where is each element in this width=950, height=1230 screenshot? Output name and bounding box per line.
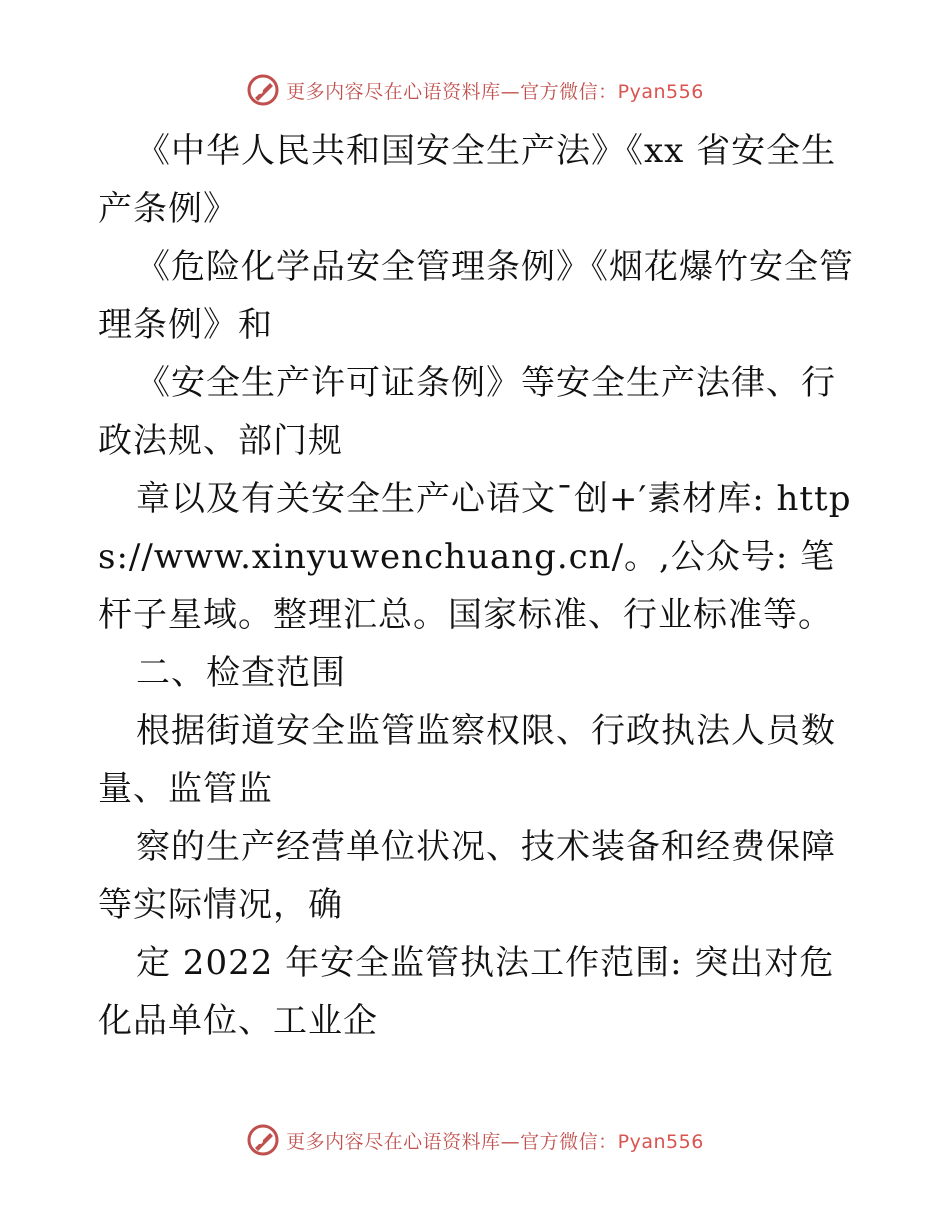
header-wechat-id: Pyan556	[617, 80, 704, 103]
header-banner-text: 更多内容尽在心语资料库—官方微信：	[286, 80, 618, 103]
paragraph-laws-1: 《中华人民共和国安全生产法》《xx 省安全生产条例》	[98, 131, 837, 229]
section-heading-inspection-scope: 二、检查范围	[136, 653, 346, 693]
paragraph-scope-1: 根据街道安全监管监察权限、行政执法人员数量、监管监	[98, 711, 836, 809]
document-body	[98, 122, 858, 1050]
pen-logo-icon	[246, 1123, 280, 1157]
footer-wechat-id: Pyan556	[617, 1130, 704, 1153]
paragraph-laws-2: 《危险化学品安全管理条例》《烟花爆竹安全管理条例》和	[98, 247, 854, 345]
paragraph-scope-3: 定 2022 年安全监管执法工作范围: 突出对危化品单位、工业企	[98, 943, 835, 1041]
header-banner	[0, 70, 950, 110]
paragraph-scope-2: 察的生产经营单位状况、技术装备和经费保障等实际情况，确	[98, 827, 836, 925]
paragraph-laws-3: 《安全生产许可证条例》等安全生产法律、行政法规、部门规	[98, 363, 836, 461]
pen-logo-icon	[246, 73, 280, 107]
footer-banner	[0, 1120, 950, 1160]
footer-banner-text: 更多内容尽在心语资料库—官方微信：	[286, 1130, 618, 1153]
paragraph-laws-4: 章以及有关安全生产心语文¯创+′素材库: https://www.xinyuwenchuang.cn/。,公众号: 笔杆子星域。整理汇总。国家标准、行业标准等。	[98, 479, 852, 635]
